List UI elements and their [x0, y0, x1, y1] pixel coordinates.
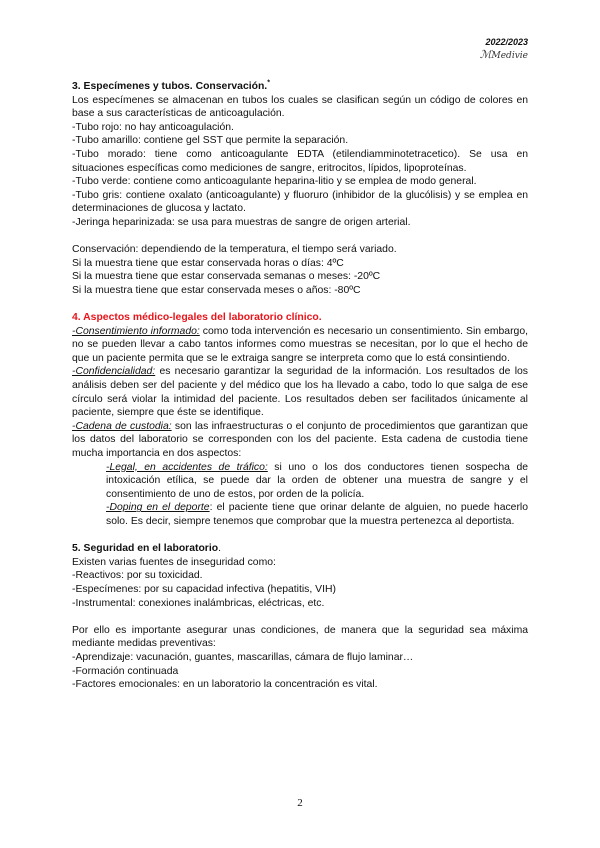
section-3-intro: Los especímenes se almacenan en tubos los cuales se clasifican según un código de colores en base a sus características de anticoagulación.: [72, 94, 528, 120]
footnote-mark: *: [267, 79, 270, 87]
confidentiality-term: -Confidencialidad:: [72, 366, 156, 378]
tube-item: -Tubo morado: tiene como anticoagulante EDTA (etilendiamminotetracetico). Se usa en situaciones específicas como mediciones de sangre, eritrocitos, lípidos, lipoproteínas.: [72, 148, 528, 174]
confidentiality-paragraph: [72, 365, 528, 419]
confidentiality-text: es necesario garantizar la seguridad de la información. Los resultados de los análisis deben ser del paciente y del médico que los ha llevado a cabo, todo lo que salga de ese círculo será violar la intimidad del paciente. Los resultados deben ser facilitados únicamente al paciente, siempre que éste se identifique.: [72, 366, 528, 419]
consent-term: -Consentimiento informado:: [72, 325, 200, 337]
section-3-title: 3. Especímenes y tubos. Conservación.: [72, 81, 268, 92]
custody-text: son las infraestructuras o el conjunto de procedimientos que garantizan que los datos del laboratorio se corresponden con los del paciente. Esta cadena de custodia tiene mucha importancia en dos aspectos:: [72, 420, 529, 460]
spacer: [72, 529, 528, 543]
consent-paragraph: [72, 325, 528, 366]
conservation-line: Si la muestra tiene que estar conservada horas o días: 4ºC: [72, 257, 344, 269]
spacer: [72, 298, 528, 312]
measure-item: -Formación continuada: [72, 665, 179, 677]
legal-term: -Legal, en accidentes de tráfico:: [106, 461, 268, 473]
doping-paragraph: [72, 501, 528, 528]
custody-term: -Cadena de custodia:: [72, 420, 172, 432]
brand-logo: [480, 48, 528, 63]
spacer: [72, 230, 528, 244]
brand-swirl-icon: ℳ: [479, 48, 492, 61]
tube-item: -Jeringa heparinizada: se usa para muestras de sangre de origen arterial.: [72, 216, 411, 228]
conservation-line: Conservación: dependiendo de la temperatura, el tiempo será variado.: [72, 244, 397, 256]
tube-item: -Tubo gris: contiene oxalato (anticoagulante) y fluoruro (inhibidor de la glucólisis) y se emplea en determinaciones de glucosa y lactato.: [72, 189, 528, 215]
tube-item: -Tubo amarillo: contiene gel SST que permite la separación.: [72, 135, 349, 147]
measure-item: -Factores emocionales: en un laboratorio la concentración es vital.: [72, 679, 378, 691]
doping-text: : el paciente tiene que orinar delante de alguien, no puede hacerlo solo. Es decir, siempre tenemos que comprobar que la muestra pertenezca al deportista.: [106, 502, 528, 527]
section-4-heading: 4. Aspectos médico-legales del laboratorio clínico.: [72, 312, 322, 324]
section-3-heading: [72, 80, 528, 94]
insecurity-source: -Instrumental: conexiones inalámbricas, eléctricas, etc.: [72, 597, 325, 609]
tube-item: -Tubo verde: contiene como anticoagulante heparina-litio y se emplea de modo general.: [72, 176, 477, 188]
consent-text: como toda intervención es necesario un consentimiento. Sin embargo, no se pueden llevar a cabo tantos informes como muestras se necesitan, por lo que el hecho de que un paciente permita que se le extraiga sangre se interpreta como que lo está consintiendo.: [72, 325, 528, 364]
brand-name: Medivie: [491, 51, 528, 61]
measures-intro: Por ello es importante asegurar unas condiciones, de manera que la seguridad sea máxima mediante medidas preventivas:: [72, 624, 528, 650]
tube-item: -Tubo rojo: no hay anticoagulación.: [72, 121, 234, 133]
measure-item: -Aprendizaje: vacunación, guantes, mascarillas, cámara de flujo laminar…: [72, 651, 414, 663]
section-5-heading: [72, 542, 528, 556]
doping-term: -Doping en el deporte: [106, 502, 210, 514]
page-number: 2: [297, 797, 303, 809]
document-body: [72, 80, 528, 692]
page-header: [480, 36, 528, 63]
section-5-title-dot: .: [218, 543, 221, 555]
insecurity-source: -Reactivos: por su toxicidad.: [72, 570, 203, 582]
section-5-title: 5. Seguridad en el laboratorio: [72, 543, 219, 555]
section-5-intro: Existen varias fuentes de inseguridad como:: [72, 556, 276, 568]
conservation-line: Si la muestra tiene que estar conservada semanas o meses: -20ºC: [72, 271, 381, 283]
spacer: [72, 610, 528, 624]
insecurity-source: -Especímenes: por su capacidad infectiva (hepatitis, VIH): [72, 583, 336, 595]
academic-year: 2022/2023: [485, 37, 528, 47]
custody-paragraph: [72, 420, 528, 461]
legal-text: si uno o los dos conductores tienen sospecha de intoxicación etílica, se puede dar la orden de obtener una muestra de sangre y el consentimiento de uno de estos, por orden de la policía.: [106, 461, 529, 500]
legal-paragraph: [72, 461, 528, 502]
conservation-line: Si la muestra tiene que estar conservada meses o años: -80ºC: [72, 284, 361, 296]
